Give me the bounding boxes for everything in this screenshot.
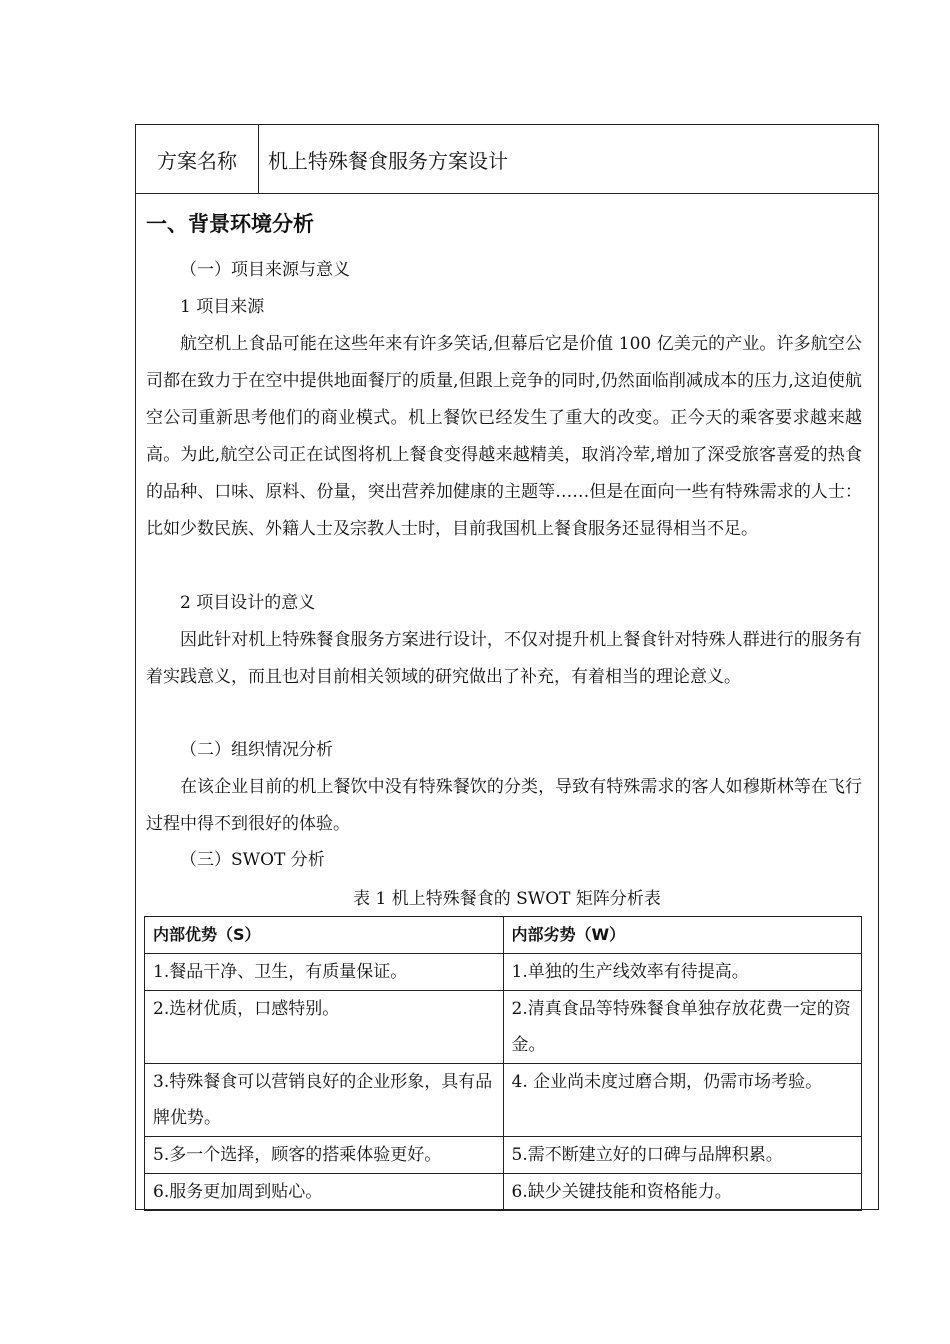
- subsection-heading: （二）组织情况分析: [180, 740, 333, 760]
- paragraph: 在该企业目前的机上餐饮中没有特殊餐饮的分类，导致有特殊需求的客人如穆斯林等在飞行过程中得不到很好的体验。: [146, 777, 862, 834]
- paragraph: 航空机上食品可能在这些年来有许多笑话,但幕后它是价值 100 亿美元的产业。许多航空公司都在致力于在空中提供地面餐厅的质量,但跟上竞争的同时,仍然面临削减成本的压力,这迫使航空公司重新思考他们的商业模式。机上餐饮已经发生了重大的改变。正今天的乘客要求越来越高。为此,航空公司正在试图将机上餐食变得越来越精美，取消冷荤,增加了深受旅客喜爱的热食的品种、口味、原料、份量，突出营养加健康的主题等……但是在面向一些有特殊需求的人士：比如少数民族、外籍人士及宗教人士时，目前我国机上餐食服务还显得相当不足。: [146, 334, 862, 539]
- table-cell: 3.特殊餐食可以营销良好的企业形象，具有品牌优势。: [145, 1064, 504, 1137]
- table-cell: 5.需不断建立好的口碑与品牌积累。: [503, 1137, 862, 1174]
- subsection-heading: 1 项目来源: [180, 297, 265, 317]
- table-cell: 4. 企业尚未度过磨合期，仍需市场考验。: [503, 1064, 862, 1137]
- table-cell: 2.清真食品等特殊餐食单独存放花费一定的资金。: [503, 991, 862, 1064]
- table-cell: 2.选材优质，口感特别。: [145, 991, 504, 1064]
- table-caption: 表 1 机上特殊餐食的 SWOT 矩阵分析表: [353, 889, 661, 909]
- column-header-strengths: 内部优势（S）: [145, 917, 504, 954]
- table-row: [145, 991, 862, 1064]
- swot-table: [144, 916, 862, 1211]
- table-row: [145, 954, 862, 991]
- table-cell: 5.多一个选择，顾客的搭乘体验更好。: [145, 1137, 504, 1174]
- subsection-heading: （一）项目来源与意义: [180, 260, 350, 280]
- plan-form: [135, 124, 879, 1210]
- column-header-weaknesses: 内部劣势（W）: [503, 917, 862, 954]
- table-cell: 1.餐品干净、卫生，有质量保证。: [145, 954, 504, 991]
- table-row: [145, 1137, 862, 1174]
- section-title: 一、背景环境分析: [146, 212, 314, 236]
- table-cell: 6.服务更加周到贴心。: [145, 1174, 504, 1211]
- subsection-heading: 2 项目设计的意义: [180, 593, 316, 613]
- plan-name-row: [136, 125, 878, 194]
- plan-name-label: 方案名称: [136, 125, 259, 193]
- plan-name-value: 机上特殊餐食服务方案设计: [268, 148, 508, 173]
- paragraph: 因此针对机上特殊餐食服务方案进行设计，不仅对提升机上餐食针对特殊人群进行的服务有着实践意义，而且也对目前相关领域的研究做出了补充，有着相当的理论意义。: [146, 630, 862, 687]
- table-cell: 1.单独的生产线效率有待提高。: [503, 954, 862, 991]
- table-header-row: [145, 917, 862, 954]
- table-row: [145, 1064, 862, 1137]
- subsection-heading: （三）SWOT 分析: [180, 850, 325, 870]
- table-cell: 6.缺少关键技能和资格能力。: [503, 1174, 862, 1211]
- table-row: [145, 1174, 862, 1211]
